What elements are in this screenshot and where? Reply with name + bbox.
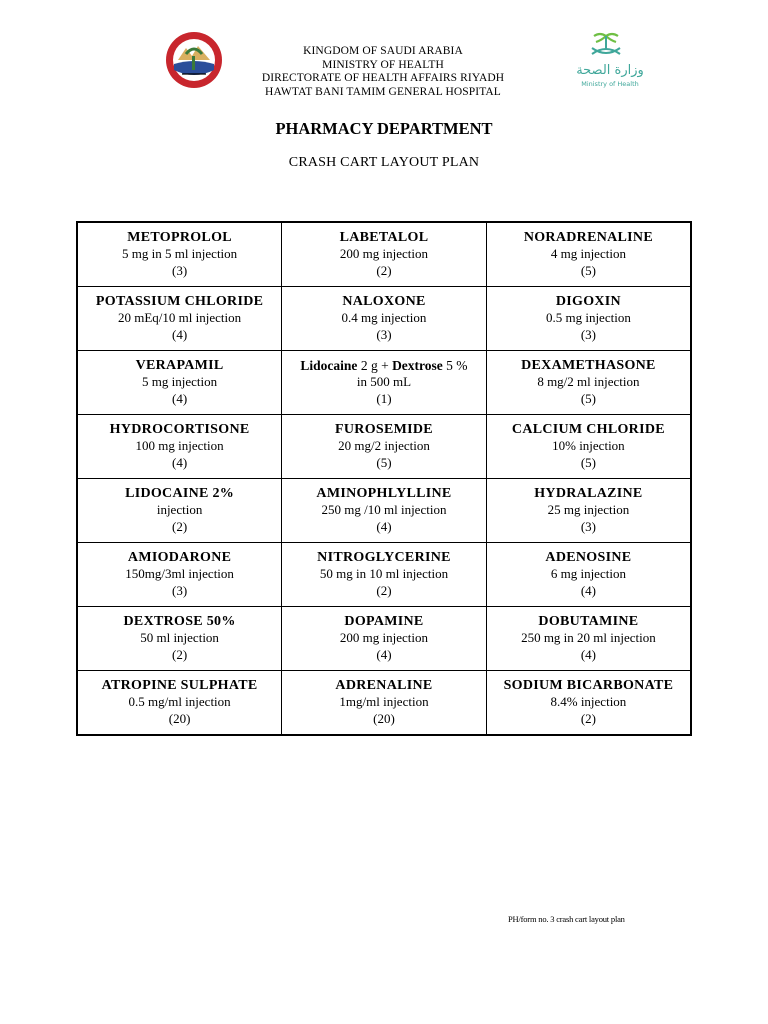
drug-cell — [282, 415, 487, 479]
drug-detail: 150mg/3ml injection — [125, 566, 234, 582]
drug-detail: 50 ml injection — [140, 630, 219, 646]
drug-detail: 8.4% injection — [550, 694, 627, 710]
drug-detail: 250 mg /10 ml injection — [321, 502, 447, 518]
drug-name: ATROPINE SULPHATE — [101, 678, 258, 694]
drug-name: HYDRALAZINE — [534, 486, 643, 502]
drug-detail: 10% injection — [552, 438, 625, 454]
drug-name — [282, 358, 486, 374]
drug-quantity: (1) — [376, 390, 392, 406]
drug-detail: 4 mg injection — [550, 246, 626, 262]
drug-detail: 100 mg injection — [135, 438, 224, 454]
drug-quantity: (5) — [580, 454, 596, 470]
drug-cell — [282, 543, 487, 607]
table-row — [77, 222, 691, 287]
drug-cell — [77, 479, 282, 543]
drug-quantity: (5) — [376, 454, 392, 470]
drug-quantity: (20) — [168, 710, 191, 726]
drug-quantity: (4) — [376, 518, 392, 534]
drug-detail: 0.4 mg injection — [341, 310, 427, 326]
drug-name-part: Dextrose — [392, 358, 443, 374]
moh-arabic-text: وزارة الصحة — [576, 63, 644, 78]
drug-detail: 0.5 mg/ml injection — [128, 694, 231, 710]
drug-name-part: 5 % — [442, 358, 468, 374]
drug-quantity: (3) — [580, 326, 596, 342]
drug-quantity: (3) — [171, 582, 188, 598]
drug-detail: 200 mg injection — [339, 246, 429, 262]
drug-cell — [77, 671, 282, 736]
drug-cell — [282, 351, 487, 415]
department-title: PHARMACY DEPARTMENT — [275, 119, 493, 138]
drug-name: LABETALOL — [339, 230, 429, 246]
hospital-emblem-logo — [164, 30, 224, 90]
drug-quantity: (3) — [376, 326, 392, 342]
table-row — [77, 479, 691, 543]
drug-name: DEXTROSE 50% — [123, 614, 236, 630]
drug-name-part: 2 g + — [357, 358, 393, 374]
drug-name-part: Lidocaine — [300, 358, 358, 374]
drug-quantity: (2) — [376, 582, 392, 598]
table-row — [77, 415, 691, 479]
drug-quantity: (4) — [171, 390, 188, 406]
drug-quantity: (2) — [580, 710, 596, 726]
drug-quantity: (4) — [580, 582, 596, 598]
palm-swords-icon — [574, 30, 646, 92]
drug-detail: 25 mg injection — [547, 502, 630, 518]
drug-detail: in 500 mL — [356, 374, 412, 390]
plan-title: CRASH CART LAYOUT PLAN — [288, 155, 480, 170]
drug-cell — [486, 287, 691, 351]
header-line-hospital: HAWTAT BANI TAMIM GENERAL HOSPITAL — [265, 86, 501, 99]
drug-detail: 250 mg in 20 ml injection — [521, 630, 656, 646]
drug-cell — [486, 415, 691, 479]
drug-cell — [486, 543, 691, 607]
drug-quantity: (3) — [580, 518, 596, 534]
drug-name: NORADRENALINE — [523, 230, 653, 246]
hospital-emblem-icon — [164, 30, 224, 90]
drug-name: CALCIUM CHLORIDE — [511, 422, 665, 438]
drug-detail: 8 mg/2 ml injection — [537, 374, 640, 390]
drug-name: POTASSIUM CHLORIDE — [95, 294, 264, 310]
drug-quantity: (4) — [171, 454, 188, 470]
drug-cell — [77, 607, 282, 671]
drug-cell — [282, 671, 487, 736]
drug-cell — [486, 351, 691, 415]
moh-english-text: Ministry of Health — [581, 80, 639, 88]
header-line-directorate: DIRECTORATE OF HEALTH AFFAIRS RIYADH — [261, 72, 505, 85]
drug-quantity: (4) — [580, 646, 596, 662]
drug-detail: 20 mg/2 injection — [338, 438, 430, 454]
table-row — [77, 351, 691, 415]
header-line-kingdom: KINGDOM OF SAUDI ARABIA — [303, 45, 463, 57]
crash-cart-layout-table — [76, 221, 692, 736]
drug-cell — [77, 415, 282, 479]
drug-name: AMIODARONE — [127, 550, 232, 566]
drug-detail: 50 mg in 10 ml injection — [319, 566, 449, 582]
drug-name: NALOXONE — [342, 294, 426, 310]
drug-quantity: (5) — [580, 262, 596, 278]
drug-name: LIDOCAINE 2% — [125, 486, 235, 502]
drug-cell — [77, 543, 282, 607]
drug-detail: 6 mg injection — [550, 566, 626, 582]
drug-name: DOPAMINE — [344, 614, 424, 630]
drug-detail: 5 mg injection — [142, 374, 218, 390]
drug-name: DEXAMETHASONE — [521, 358, 656, 374]
drug-name: DOBUTAMINE — [538, 614, 639, 630]
drug-detail: 5 mg in 5 ml injection — [121, 246, 238, 262]
drug-name: SODIUM BICARBONATE — [503, 678, 674, 694]
form-footer-note: PH/form no. 3 crash cart layout plan — [508, 914, 625, 924]
drug-quantity: (2) — [171, 518, 188, 534]
table-row — [77, 287, 691, 351]
drug-cell — [282, 222, 487, 287]
drug-detail: 1mg/ml injection — [339, 694, 429, 710]
drug-name: DIGOXIN — [555, 294, 621, 310]
drug-detail: injection — [156, 502, 203, 518]
drug-cell — [77, 287, 282, 351]
ministry-of-health-logo — [574, 30, 646, 92]
drug-detail: 0.5 mg injection — [545, 310, 631, 326]
drug-cell — [282, 479, 487, 543]
drug-name: VERAPAMIL — [135, 358, 224, 374]
drug-name: ADRENALINE — [335, 678, 433, 694]
drug-cell — [282, 607, 487, 671]
table-row — [77, 607, 691, 671]
drug-cell — [77, 222, 282, 287]
drug-quantity: (2) — [376, 262, 392, 278]
drug-quantity: (4) — [376, 646, 392, 662]
drug-name: AMINOPHLYLLINE — [316, 486, 452, 502]
drug-cell — [486, 479, 691, 543]
drug-cell — [486, 607, 691, 671]
drug-quantity: (5) — [580, 390, 596, 406]
table-row — [77, 543, 691, 607]
header-line-ministry: MINISTRY OF HEALTH — [322, 58, 444, 71]
drug-detail: 20 mEq/10 ml injection — [118, 310, 242, 326]
drug-quantity: (4) — [171, 326, 188, 342]
drug-cell — [486, 671, 691, 736]
drug-quantity: (20) — [373, 710, 395, 726]
drug-name: METOPROLOL — [127, 230, 232, 246]
table-row — [77, 671, 691, 736]
drug-quantity: (2) — [171, 646, 188, 662]
drug-cell — [282, 287, 487, 351]
drug-cell — [486, 222, 691, 287]
drug-name: ADENOSINE — [545, 550, 632, 566]
drug-name: NITROGLYCERINE — [317, 550, 451, 566]
drug-cell — [77, 351, 282, 415]
drug-name: HYDROCORTISONE — [109, 422, 250, 438]
header-address-block — [230, 45, 536, 100]
drug-detail: 200 mg injection — [339, 630, 429, 646]
drug-quantity: (3) — [171, 262, 188, 278]
drug-name: FUROSEMIDE — [335, 422, 433, 438]
